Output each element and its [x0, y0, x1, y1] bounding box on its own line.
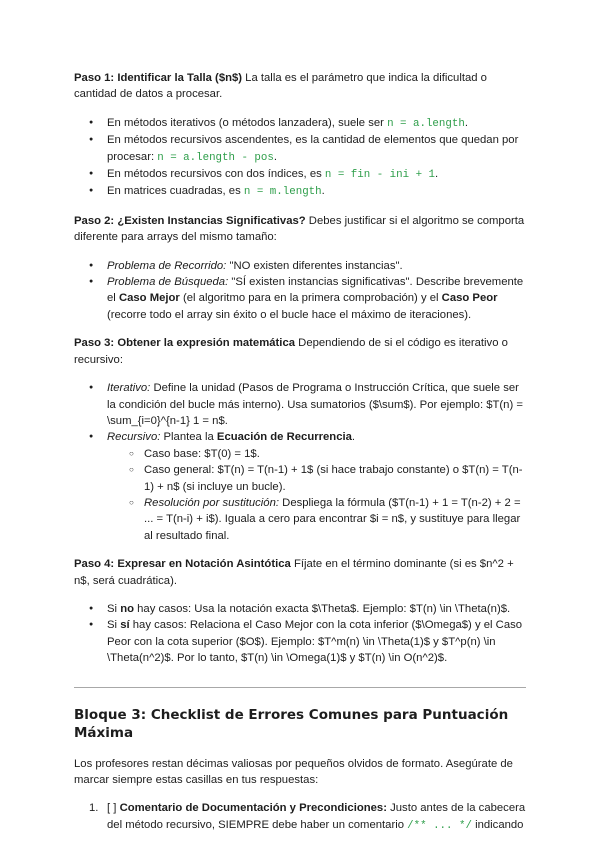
bloque3-intro: Los profesores restan décimas valiosas por pequeños olvidos de formato. Asegúrate de marcar siempre estas casillas en tus respuestas: — [74, 757, 513, 786]
paso1-text: La talla es el parámetro que indica la dificultad o cantidad de datos a procesar. — [74, 72, 487, 101]
sublist-item: ○ Resolución por sustitución: Despliega la fórmula ($T(n-1) + 1 = T(n-2) + 2 = ... = T(n-i) + i$). Iguala a cero para encontrar $i = n$, y sustituye para llegar al resultado final. — [107, 495, 526, 544]
code-snippet: n = m.length — [243, 186, 322, 199]
item-number: 1. — [89, 802, 99, 815]
paso2-paragraph — [74, 213, 526, 246]
list-item: ● Problema de Búsqueda: "SÍ existen instancias significativas". Describe brevemente el Caso Mejor (el algoritmo para en la primera comprobación) y el Caso Peor (recorre todo el array sin éxito o el bucle hace el máximo de iteraciones). — [74, 274, 526, 323]
paso1-list — [74, 115, 526, 201]
paso1-paragraph — [74, 70, 526, 103]
section-divider — [74, 687, 526, 688]
list-item: ● Si sí hay casos: Relaciona el Caso Mejor con la cota inferior ($\Omega$) y el Caso Peor con la cota superior ($O$). Ejemplo: $T^m(n) \in \Theta(1)$ y $T^p(n) \in \Theta(n^2)$. Por lo tanto, $T(n) \in \Omega(1)$ y $T(n) \in O(n^2)$. — [74, 617, 526, 666]
code-snippet: /** ... */ — [407, 819, 472, 832]
list-item: ● Iterativo: Define la unidad (Pasos de Programa o Instrucción Crítica, que suele ser la condición del bucle más interno). Usa sumatorios ($\sum$). Por ejemplo: $T(n) = \sum_{i=0}^{n-1} 1 = n$. — [74, 380, 526, 429]
paso2-list — [74, 258, 526, 324]
checklist-item: 1. [ ] Comentario de Documentación y Precondiciones: Justo antes de la cabecera del método recursivo, SIEMPRE debe haber un comentario /** ... */ indicando — [89, 802, 526, 832]
paso4-list — [74, 601, 526, 667]
list-item: ● En matrices cuadradas, es n = m.length. — [74, 183, 526, 200]
code-snippet: n = a.length - pos — [157, 151, 274, 164]
bloque3-heading: Bloque 3: Checklist de Errores Comunes para Puntuación Máxima — [74, 706, 509, 741]
sublist-item: ○ Caso base: $T(0) = 1$. — [107, 446, 526, 462]
paso3-text: Dependiendo de si el código es iterativo o recursivo: — [74, 337, 508, 366]
paso3-paragraph — [74, 335, 526, 368]
list-item: ● Si no hay casos: Usa la notación exacta $\Theta$. Ejemplo: $T(n) \in \Theta(n)$. — [74, 601, 526, 617]
list-item: ● Problema de Recorrido: "NO existen diferentes instancias". — [74, 258, 526, 274]
code-snippet: n = a.length — [387, 117, 465, 130]
recursivo-sublist — [107, 446, 526, 544]
list-item: ● Recursivo: Plantea la Ecuación de Recurrencia. ○ Caso base: $T(0) = 1$. ○ Caso general: $T(n) = T(n-1) + 1$ (si hace trabajo constante) o $T(n) = T(n-1) + n$ (si incluye un bucle). ○ Resolución por sustitución: Despliega la fórmula ($T(n-1) + 1 = T(n-2) + 2 = ... = T(n-i) + i$). Iguala a cero para encontrar $i = n$, y sustituye para llegar al resultado final. — [74, 429, 526, 544]
paso1-title: Paso 1: Identificar la Talla ($n$) — [74, 72, 243, 84]
list-item: ● En métodos recursivos con dos índices, es n = fin - ini + 1. — [74, 166, 526, 183]
paso3-title: Paso 3: Obtener la expresión matemática — [74, 337, 296, 350]
paso3-list — [74, 380, 526, 544]
list-item: ● En métodos recursivos ascendentes, es la cantidad de elementos que quedan por procesar: n = a.length - pos. — [74, 132, 526, 166]
paso2-title: Paso 2: ¿Existen Instancias Significativas? — [74, 214, 306, 227]
code-snippet: n = fin - ini + 1 — [324, 169, 436, 182]
checklist — [74, 800, 526, 834]
paso2-text: Debes justificar si el algoritmo se comporta diferente para arrays del mismo tamaño: — [74, 214, 525, 244]
list-item: ● En métodos iterativos (o métodos lanzadera), suele ser n = a.length. — [74, 115, 526, 132]
paso4-text: Fíjate en el término dominante (si es $n^2 + n$, será cuadrática). — [74, 558, 514, 587]
paso4-paragraph — [74, 556, 526, 589]
sublist-item: ○ Caso general: $T(n) = T(n-1) + 1$ (si hace trabajo constante) o $T(n) = T(n-1) + n$ (si incluye un bucle). — [107, 462, 526, 495]
paso4-title: Paso 4: Expresar en Notación Asintótica — [74, 558, 291, 571]
document-page — [74, 70, 526, 834]
checkbox-text: [ ] — [107, 802, 120, 815]
